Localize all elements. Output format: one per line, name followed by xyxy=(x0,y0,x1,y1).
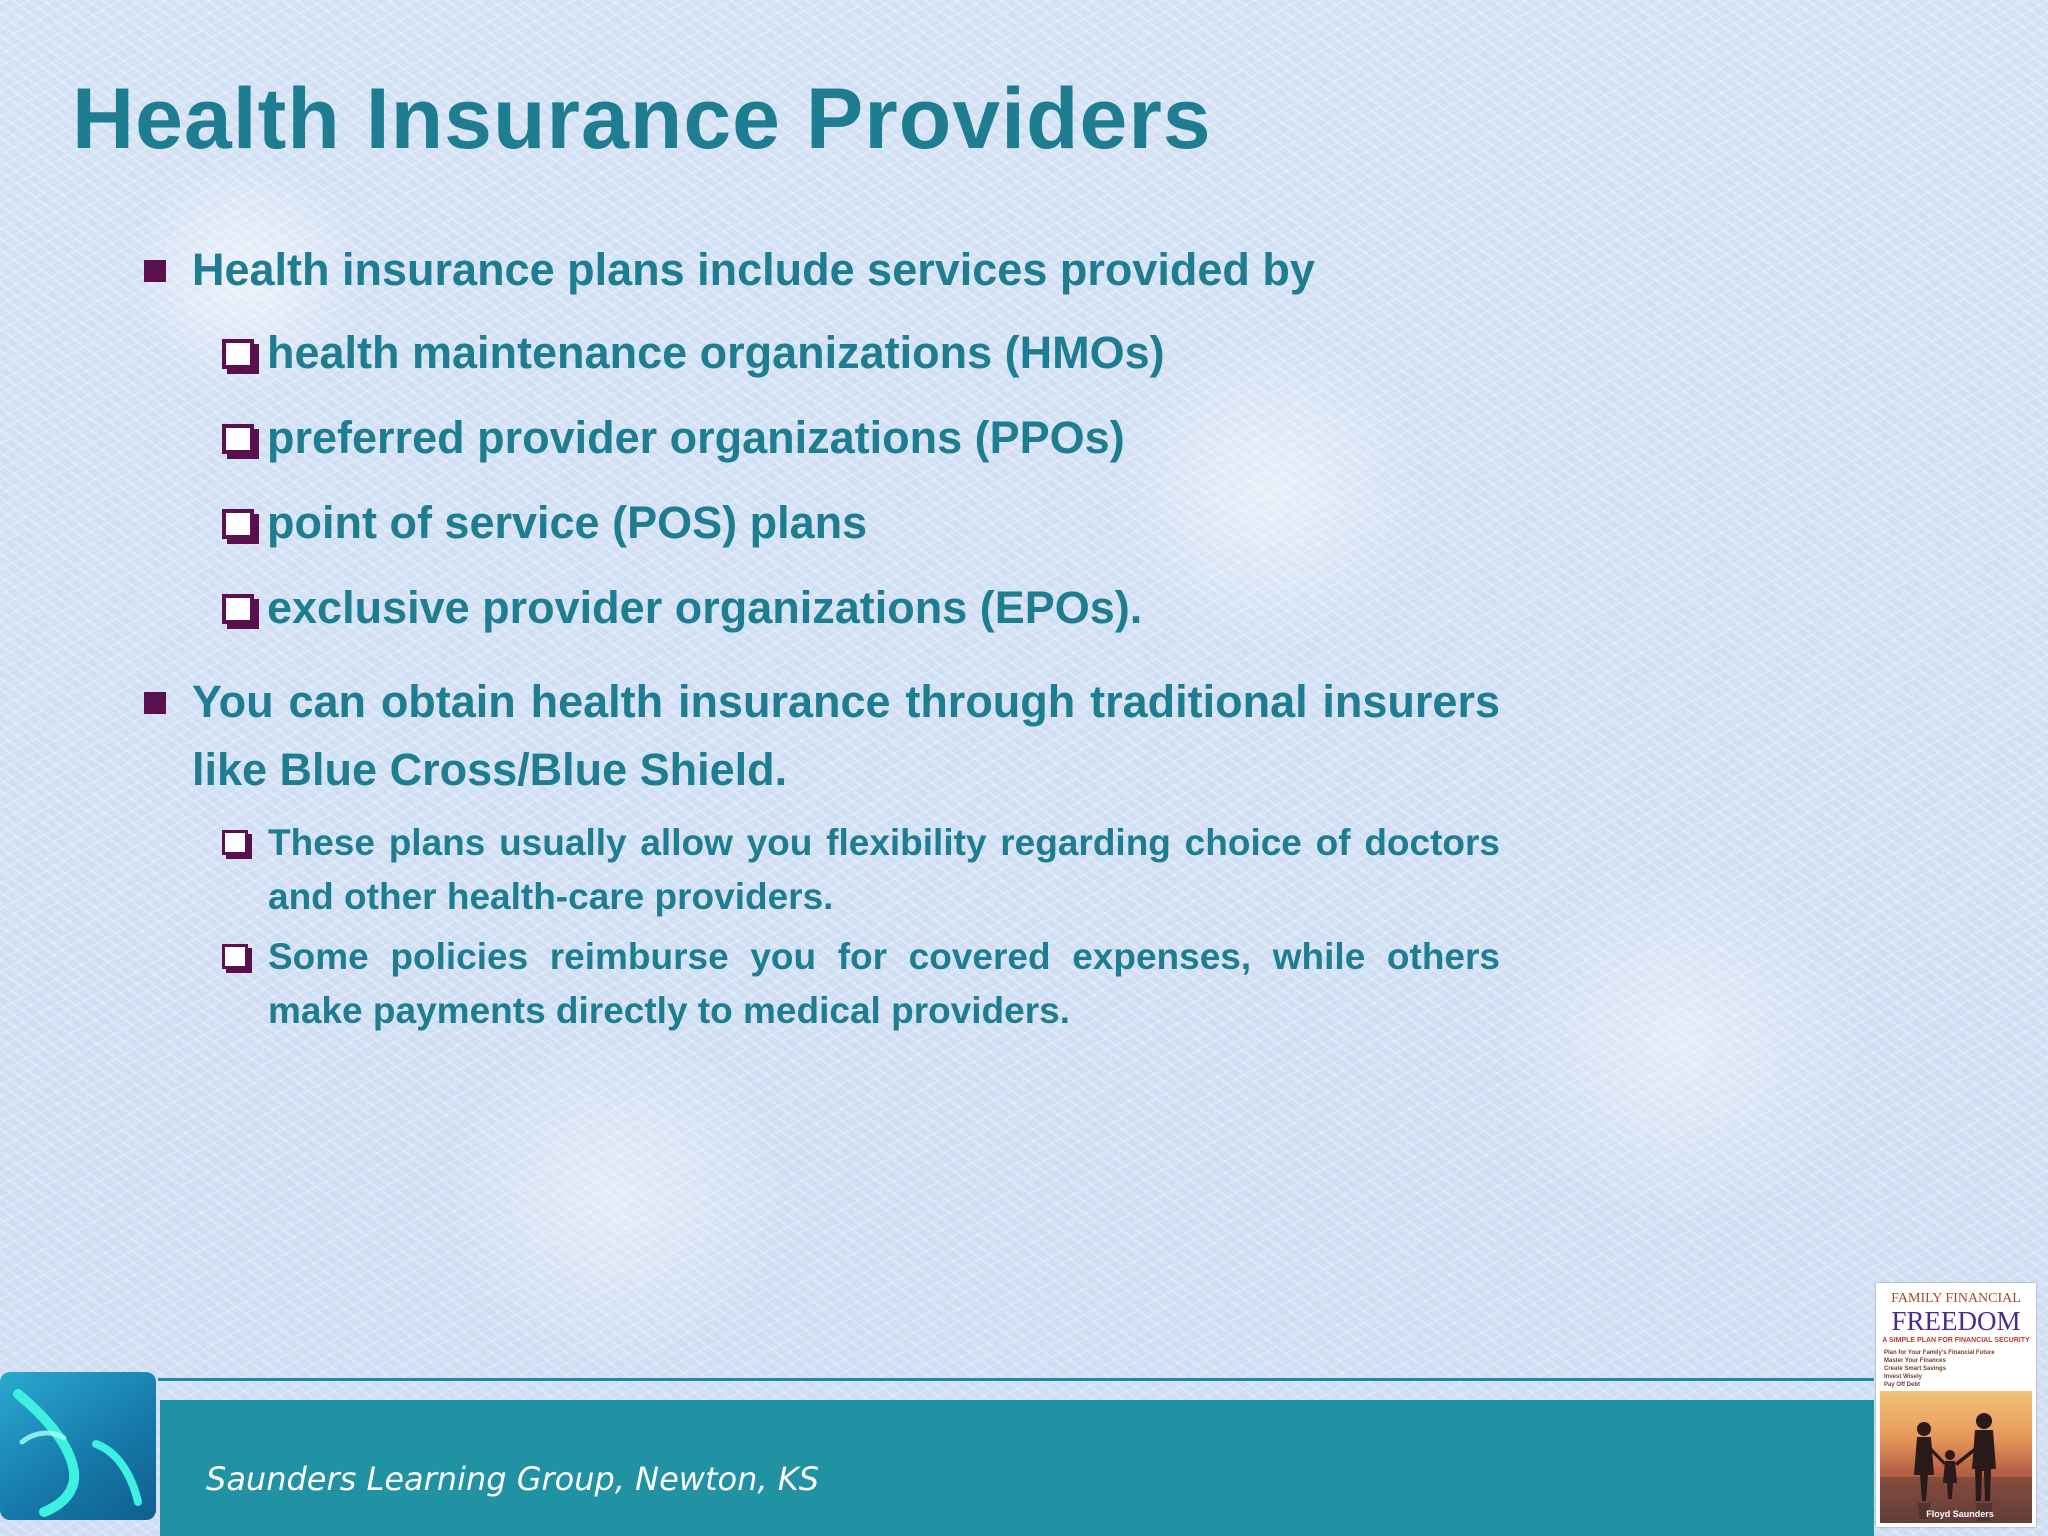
footer-text: Saunders Learning Group, Newton, KS xyxy=(206,1460,820,1498)
list-item-text: Some policies reimburse you for covered expenses, while others make payments directly to medical providers. xyxy=(268,936,1500,1031)
checkbox-bullet-icon xyxy=(222,944,248,969)
checkbox-bullet-icon xyxy=(222,830,248,855)
square-bullet-icon xyxy=(144,260,166,282)
bullet-text: You can obtain health insurance through traditional insurers like Blue Cross/Blue Shield. xyxy=(192,676,1500,795)
list-item xyxy=(140,395,1500,480)
checkbox-bullet-icon xyxy=(222,594,254,624)
list-item xyxy=(140,565,1500,650)
book-top-line: FAMILY FINANCIAL xyxy=(1891,1291,2021,1306)
footer-divider xyxy=(158,1378,1874,1381)
checkbox-bullet-icon xyxy=(222,509,254,539)
book-feature-item: Pay Off Debt xyxy=(1884,1382,1921,1388)
bullet-text: Health insurance plans include services provided by xyxy=(192,244,1315,295)
square-bullet-icon xyxy=(144,692,166,714)
slide-content xyxy=(140,236,1500,1038)
list-item xyxy=(140,930,1500,1038)
book-feature-item: Create Smart Savings xyxy=(1884,1366,1947,1372)
book-author: Floyd Saunders xyxy=(1926,1509,1994,1519)
family-silhouette-icon xyxy=(1880,1391,2032,1523)
list-item-text: point of service (POS) plans xyxy=(267,497,868,548)
checkbox-bullet-icon xyxy=(222,424,254,454)
checkbox-bullet-icon xyxy=(222,339,254,369)
book-feature-item: Master Your Finances xyxy=(1884,1358,1946,1364)
list-item xyxy=(140,816,1500,924)
bullet-provider-types xyxy=(140,236,1500,304)
book-feature-list xyxy=(1884,1349,2004,1389)
bullet-traditional-insurers xyxy=(140,668,1500,804)
book-feature-item: Invest Wisely xyxy=(1884,1374,1922,1380)
list-item-text: health maintenance organizations (HMOs) xyxy=(267,327,1165,378)
list-item-text: preferred provider organizations (PPOs) xyxy=(267,412,1125,463)
book-main-title: FREEDOM xyxy=(1891,1306,2021,1336)
company-logo-icon xyxy=(0,1372,156,1520)
swoosh-logo-icon xyxy=(0,1372,156,1520)
book-feature-item: Plan for Your Family's Financial Future xyxy=(1884,1350,1995,1356)
book-cover-image xyxy=(1876,1283,2036,1527)
family-silhouette-photo xyxy=(1880,1391,2032,1523)
list-item-text: exclusive provider organizations (EPOs). xyxy=(267,582,1143,633)
slide-title: Health Insurance Providers xyxy=(72,71,1212,167)
list-item xyxy=(140,310,1500,395)
list-item-text: These plans usually allow you flexibility regarding choice of doctors and other health-care providers. xyxy=(268,822,1500,917)
book-subtitle: A SIMPLE PLAN FOR FINANCIAL SECURITY xyxy=(1882,1337,2030,1344)
list-item xyxy=(140,480,1500,565)
